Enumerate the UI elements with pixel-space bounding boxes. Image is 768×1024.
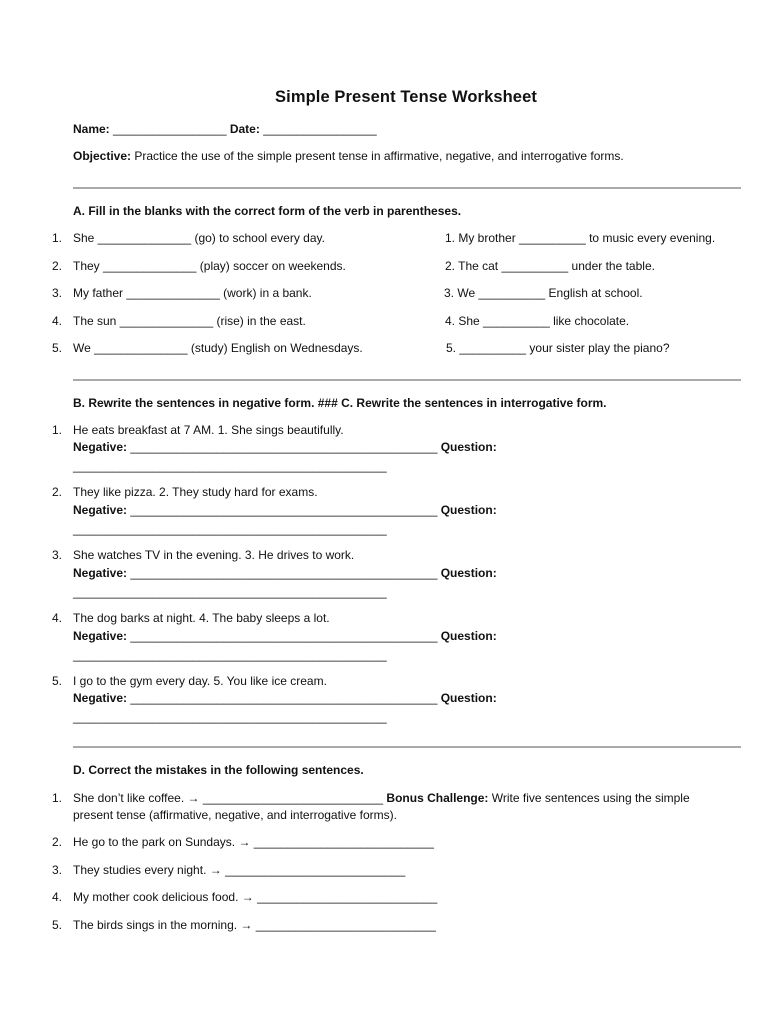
item-text: They studies every night. → ___________________________: [73, 863, 406, 877]
name-blank: _________________: [113, 122, 227, 136]
name-date-line: [73, 121, 377, 137]
question-blank: _______________________________________________: [73, 710, 387, 724]
question-label: Question:: [440, 691, 497, 705]
item-number: 1.: [51, 231, 62, 245]
item-number: 4.: [51, 611, 62, 625]
negative-line: [73, 628, 497, 644]
question-blank: _______________________________________________: [73, 459, 387, 473]
section-d-heading: D. Correct the mistakes in the following sentences.: [73, 763, 364, 777]
negative-label: Negative:: [73, 691, 128, 705]
list-item: 2. The cat __________ under the table.: [445, 259, 655, 273]
negative-line: [73, 690, 497, 706]
item-number: 5.: [51, 674, 62, 688]
item-number: 2.: [51, 835, 62, 849]
question-label: Question:: [440, 566, 497, 580]
bonus-label: Bonus Challenge:: [386, 791, 489, 805]
item-text: The dog barks at night. 4. The baby sleeps a lot.: [73, 611, 330, 625]
question-blank: _______________________________________________: [73, 585, 387, 599]
question-label: Question:: [440, 440, 497, 454]
negative-blank: ______________________________________________: [130, 691, 438, 705]
date-blank: _________________: [263, 122, 377, 136]
item-sentence: She don’t like coffee. → ___________________________: [73, 791, 384, 805]
question-blank: _______________________________________________: [73, 648, 387, 662]
page-title: Simple Present Tense Worksheet: [275, 88, 537, 106]
bonus-text: Write five sentences using the simple: [491, 791, 690, 805]
item-text: My mother cook delicious food. → ___________________________: [73, 890, 438, 904]
question-label: Question:: [440, 503, 497, 517]
item-text: They ______________ (play) soccer on weekends.: [73, 259, 346, 273]
section-a-heading: A. Fill in the blanks with the correct form of the verb in parentheses.: [73, 204, 462, 218]
objective-text: Practice the use of the simple present tense in affirmative, negative, and interrogative forms.: [134, 149, 624, 163]
item-text: I go to the gym every day. 5. You like ice cream.: [73, 674, 327, 688]
negative-blank: ______________________________________________: [130, 503, 438, 517]
negative-blank: ______________________________________________: [130, 440, 438, 454]
divider: [73, 187, 741, 189]
item-number: 4.: [51, 890, 62, 904]
negative-line: [73, 439, 497, 455]
item-text: She watches TV in the evening. 3. He drives to work.: [73, 548, 355, 562]
negative-blank: ______________________________________________: [130, 629, 438, 643]
negative-label: Negative:: [73, 629, 128, 643]
item-number: 3.: [51, 863, 62, 877]
objective-label: Objective:: [73, 149, 132, 163]
list-item: 4. She __________ like chocolate.: [445, 314, 630, 328]
question-label: Question:: [440, 629, 497, 643]
name-label: Name:: [73, 122, 110, 136]
item-number: 3.: [51, 286, 62, 300]
list-item: 1. My brother __________ to music every evening.: [445, 231, 716, 245]
item-text: We ______________ (study) English on Wednesdays.: [73, 341, 363, 355]
negative-label: Negative:: [73, 566, 128, 580]
date-label: Date:: [229, 122, 260, 136]
item-number: 5.: [51, 341, 62, 355]
item-number: 3.: [51, 548, 62, 562]
section-b-heading: B. Rewrite the sentences in negative form. ### C. Rewrite the sentences in interrogative form.: [73, 396, 607, 410]
list-item: 5. __________ your sister play the piano?: [446, 341, 670, 355]
item-number: 5.: [51, 918, 62, 932]
negative-line: [73, 565, 497, 581]
divider: [73, 379, 741, 381]
divider: [73, 746, 741, 748]
negative-label: Negative:: [73, 440, 128, 454]
item-text: He eats breakfast at 7 AM. 1. She sings beautifully.: [73, 423, 344, 437]
negative-label: Negative:: [73, 503, 128, 517]
question-blank: _______________________________________________: [73, 522, 387, 536]
item-text: The birds sings in the morning. → ___________________________: [73, 918, 436, 932]
negative-line: [73, 502, 497, 518]
item-text: The sun ______________ (rise) in the east.: [73, 314, 306, 328]
item-text: My father ______________ (work) in a bank.: [73, 286, 312, 300]
item-number: 2.: [51, 485, 62, 499]
negative-blank: ______________________________________________: [130, 566, 438, 580]
item-text: She ______________ (go) to school every day.: [73, 231, 325, 245]
item-number: 2.: [51, 259, 62, 273]
item-text: [73, 790, 690, 806]
bonus-text-continued: present tense (affirmative, negative, and interrogative forms).: [73, 808, 397, 822]
item-text: He go to the park on Sundays. → ___________________________: [73, 835, 434, 849]
objective-line: [73, 148, 624, 164]
item-text: They like pizza. 2. They study hard for exams.: [73, 485, 318, 499]
item-number: 1.: [51, 791, 62, 805]
list-item: 3. We __________ English at school.: [444, 286, 643, 300]
item-number: 1.: [51, 423, 62, 437]
item-number: 4.: [51, 314, 62, 328]
